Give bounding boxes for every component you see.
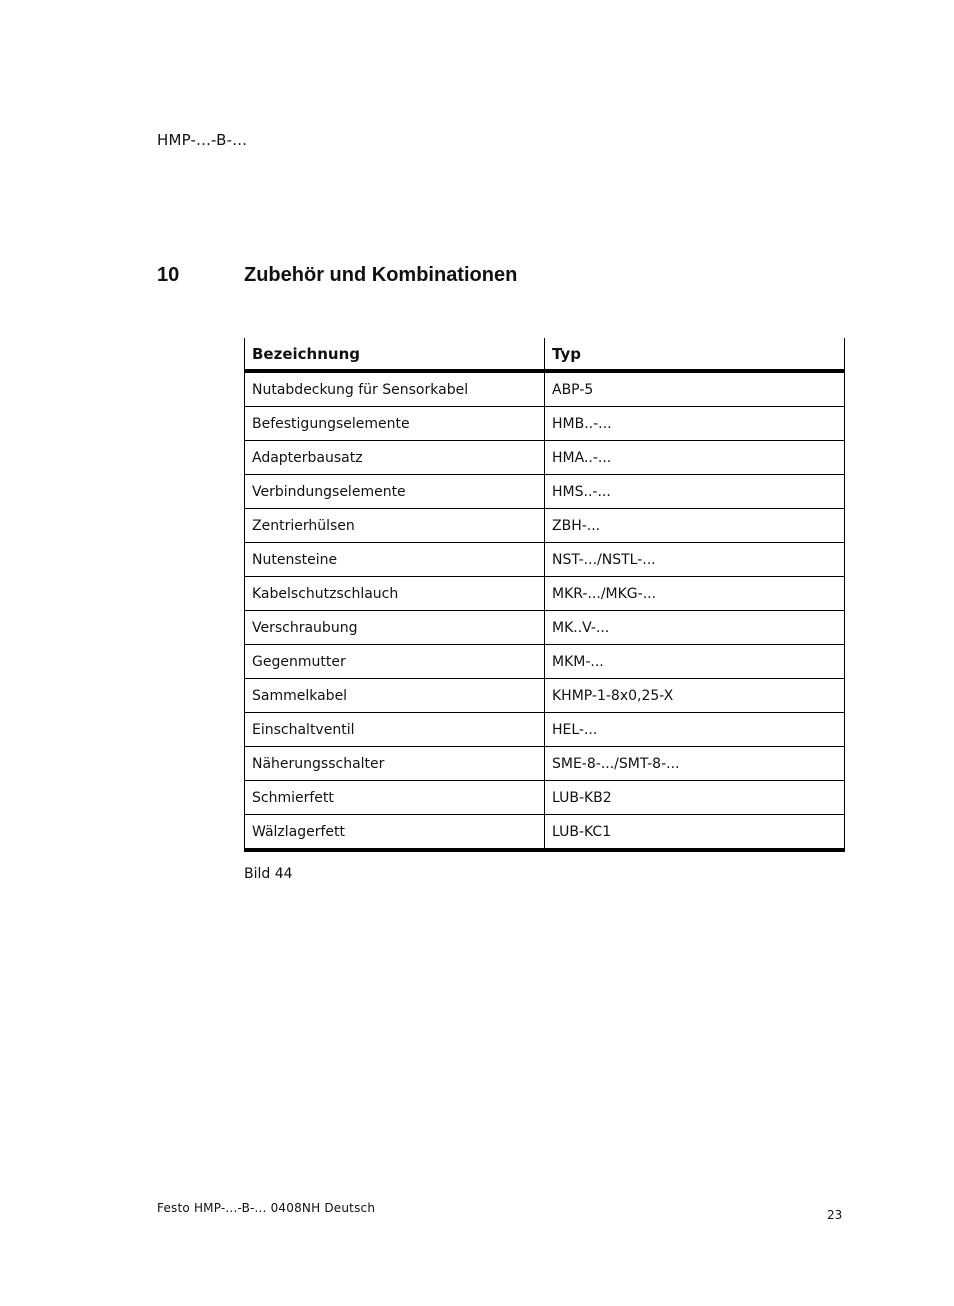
cell-typ: KHMP-1-8x0,25-X [545, 679, 845, 713]
cell-bezeichnung: Befestigungselemente [245, 407, 545, 441]
table-row [245, 371, 845, 407]
cell-bezeichnung: Zentrierhülsen [245, 509, 545, 543]
table-row [245, 543, 845, 577]
cell-bezeichnung: Nutensteine [245, 543, 545, 577]
footer-document-id: Festo HMP-...-B-... 0408NH Deutsch [157, 1201, 376, 1215]
table-row [245, 645, 845, 679]
accessories-table [244, 338, 845, 852]
table-row [245, 475, 845, 509]
cell-bezeichnung: Schmierfett [245, 781, 545, 815]
cell-typ: HEL-... [545, 713, 845, 747]
cell-typ: MK..V-... [545, 611, 845, 645]
page-number: 23 [827, 1208, 843, 1222]
cell-typ: MKR-.../MKG-... [545, 577, 845, 611]
table-row [245, 713, 845, 747]
cell-bezeichnung: Sammelkabel [245, 679, 545, 713]
cell-typ: LUB-KB2 [545, 781, 845, 815]
cell-typ: ZBH-... [545, 509, 845, 543]
cell-bezeichnung: Wälzlagerfett [245, 815, 545, 851]
cell-bezeichnung: Gegenmutter [245, 645, 545, 679]
cell-bezeichnung: Verbindungselemente [245, 475, 545, 509]
cell-typ: ABP-5 [545, 371, 845, 407]
cell-typ: LUB-KC1 [545, 815, 845, 851]
section-title: Zubehör und Kombinationen [244, 264, 518, 286]
cell-bezeichnung: Adapterbausatz [245, 441, 545, 475]
column-header-bezeichnung: Bezeichnung [245, 338, 545, 371]
cell-typ: HMA..-... [545, 441, 845, 475]
cell-typ: HMS..-... [545, 475, 845, 509]
running-header: HMP-...-B-... [157, 131, 248, 149]
cell-typ: MKM-... [545, 645, 845, 679]
cell-bezeichnung: Näherungsschalter [245, 747, 545, 781]
table-row [245, 441, 845, 475]
table-row [245, 577, 845, 611]
cell-bezeichnung: Nutabdeckung für Sensorkabel [245, 371, 545, 407]
table-header-row [245, 338, 845, 371]
cell-typ: NST-.../NSTL-... [545, 543, 845, 577]
section-number: 10 [157, 264, 180, 286]
table-row [245, 679, 845, 713]
table-row [245, 509, 845, 543]
cell-bezeichnung: Kabelschutzschlauch [245, 577, 545, 611]
column-header-typ: Typ [545, 338, 845, 371]
table-row [245, 747, 845, 781]
table-row [245, 815, 845, 851]
cell-typ: HMB..-... [545, 407, 845, 441]
cell-bezeichnung: Einschaltventil [245, 713, 545, 747]
figure-caption: Bild 44 [244, 866, 293, 882]
cell-typ: SME-8-.../SMT-8-... [545, 747, 845, 781]
cell-bezeichnung: Verschraubung [245, 611, 545, 645]
table-row [245, 781, 845, 815]
table-row [245, 407, 845, 441]
table-row [245, 611, 845, 645]
